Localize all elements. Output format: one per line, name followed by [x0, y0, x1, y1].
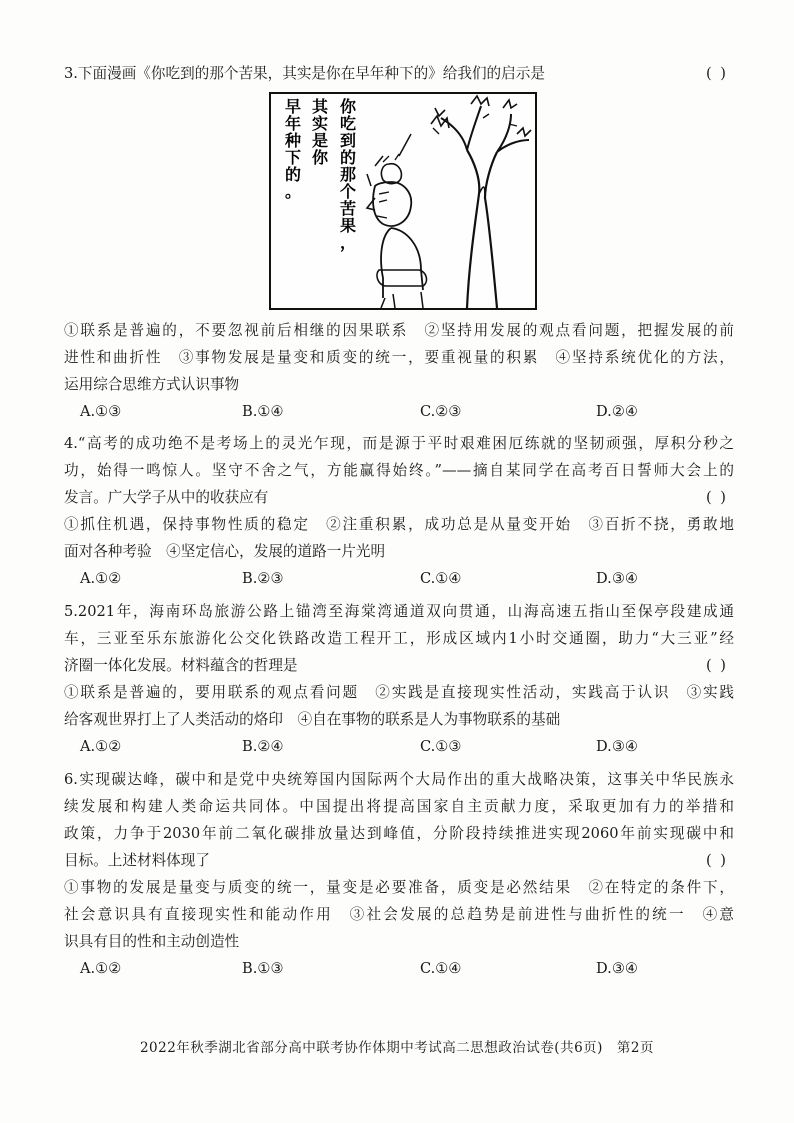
- option-b: B.②③: [242, 570, 284, 587]
- question-4-stem-line: 功，始得一鸣惊人。坚守不舍之气，方能赢得始终。”——摘自某同学在高考百日誓师大会上的: [64, 462, 734, 479]
- option-b: B.②④: [242, 738, 284, 755]
- caption-char: 果: [339, 216, 356, 235]
- cartoon-caption-line3: [284, 98, 302, 200]
- question-5-stem-line: 车，三亚至乐东旅游化公交化铁路改造工程开工，形成区域内1小时交通圈，助力“大三亚”经: [64, 630, 734, 647]
- answer-paren: ( ): [705, 65, 728, 82]
- question-6-stem-line: 政策，力争于2030年前二氧化碳排放量达到峰值，分阶段持续推进实现2060年前实现碳中和: [64, 825, 734, 842]
- option-a: A.①②: [80, 738, 122, 755]
- cartoon-caption-line2: [311, 98, 329, 166]
- option-d: D.②④: [596, 403, 638, 420]
- option-c: C.②③: [420, 403, 462, 420]
- option-a: A.①③: [80, 403, 122, 420]
- answer-paren: ( ): [705, 852, 728, 869]
- caption-char: 其: [311, 97, 328, 116]
- caption-char: 个: [339, 182, 356, 201]
- answer-paren: ( ): [705, 489, 728, 506]
- caption-char: 苦: [339, 199, 356, 218]
- question-4-options: [64, 565, 734, 592]
- caption-char: 。: [284, 182, 301, 201]
- option-a: A.①②: [80, 570, 122, 587]
- question-5-stem-line: 5.2021年，海南环岛旅游公路上锚湾至海棠湾通道双向贯通，山海高速五指山至保亭段建成通: [64, 603, 734, 620]
- question-6-item-line: ①事物的发展是量变与质变的统一，量变是必要准备，质变是必然结果 ②在特定的条件下，: [64, 879, 734, 896]
- question-4: [64, 430, 734, 592]
- question-6-options: [64, 955, 734, 982]
- question-6-stem-line: 目标。上述材料体现了 ( ): [64, 847, 734, 874]
- option-c: C.①④: [420, 960, 462, 977]
- question-3-options: [64, 398, 734, 425]
- question-3-body: [64, 317, 734, 425]
- question-6-stem-line: 续发展和构建人类命运共同体。中国提出将提高国家自主贡献力度，采取更加有力的举措和: [64, 798, 734, 815]
- cartoon-caption-line1: [339, 98, 357, 251]
- option-a: A.①②: [80, 960, 122, 977]
- caption-char: 的: [339, 148, 356, 167]
- caption-char: 你: [311, 148, 328, 167]
- question-3-item-line: 进性和曲折性 ③事物发展是量变和质变的统一，要重视量的积累 ④坚持系统优化的方法，: [64, 349, 734, 366]
- caption-char: 那: [339, 165, 356, 184]
- caption-char: 种: [284, 131, 301, 150]
- answer-paren: ( ): [705, 657, 728, 674]
- question-5-options: [64, 733, 734, 760]
- question-6-item-line: 识具有目的性和主动创造性: [64, 933, 240, 950]
- caption-char: 是: [311, 131, 328, 150]
- page-footer: 2022年秋季湖北省部分高中联考协作体期中考试高二思想政治试卷(共6页) 第2页: [139, 1040, 655, 1056]
- option-d: D.③④: [596, 960, 638, 977]
- caption-char: 早: [284, 97, 301, 116]
- caption-char: 下: [284, 148, 301, 167]
- question-5-item-line: 给客观世界打上了人类活动的烙印 ④自在事物的联系是人为事物联系的基础: [64, 711, 561, 728]
- question-6: [64, 766, 734, 982]
- question-3-item-line: ①联系是普遍的，不要忽视前后相继的因果联系 ②坚持用发展的观点看问题，把握发展的前: [64, 322, 734, 339]
- question-4-item-line: 面对各种考验 ④坚定信心，发展的道路一片光明: [64, 543, 386, 560]
- option-d: D.③④: [596, 738, 638, 755]
- question-6-stem-line: 6.实现碳达峰，碳中和是党中央统筹国内国际两个大局作出的重大战略决策，这事关中华民族永: [64, 771, 734, 788]
- caption-char: 吃: [339, 114, 356, 133]
- option-b: B.①④: [242, 403, 284, 420]
- question-3-item-line: 运用综合思维方式认识事物: [64, 376, 240, 393]
- question-3: [64, 60, 734, 87]
- question-3-stem: 3.下面漫画《你吃到的那个苦果，其实是你在早年种下的》给我们的启示是 ( ): [64, 60, 734, 87]
- caption-char: 实: [311, 114, 328, 133]
- question-4-stem-line: 4.“高考的成功绝不是考场上的灵光乍现，而是源于平时艰难困厄练就的坚韧顽强，厚积分秒之: [64, 435, 734, 452]
- question-5-item-line: ①联系是普遍的，要用联系的观点看问题 ②实践是直接现实性活动，实践高于认识 ③实践: [64, 684, 734, 701]
- question-5: [64, 598, 734, 760]
- option-d: D.③④: [596, 570, 638, 587]
- caption-char: 年: [284, 114, 301, 133]
- question-5-stem-line: 济圈一体化发展。材料蕴含的哲理是 ( ): [64, 652, 734, 679]
- caption-char: 到: [339, 131, 356, 150]
- caption-char: ，: [339, 233, 356, 252]
- cartoon-image: [269, 92, 537, 310]
- caption-char: 你: [339, 97, 356, 116]
- question-4-item-line: ①抓住机遇，保持事物性质的稳定 ②注重积累，成功总是从量变开始 ③百折不挠，勇敢地: [64, 516, 734, 533]
- option-c: C.①③: [420, 738, 462, 755]
- option-c: C.①④: [420, 570, 462, 587]
- question-4-stem-line: 发言。广大学子从中的收获应有 ( ): [64, 484, 734, 511]
- caption-char: 的: [284, 165, 301, 184]
- option-b: B.①③: [242, 960, 284, 977]
- question-6-item-line: 社会意识具有直接现实性和能动作用 ③社会发展的总趋势是前进性与曲折性的统一 ④意: [64, 906, 734, 923]
